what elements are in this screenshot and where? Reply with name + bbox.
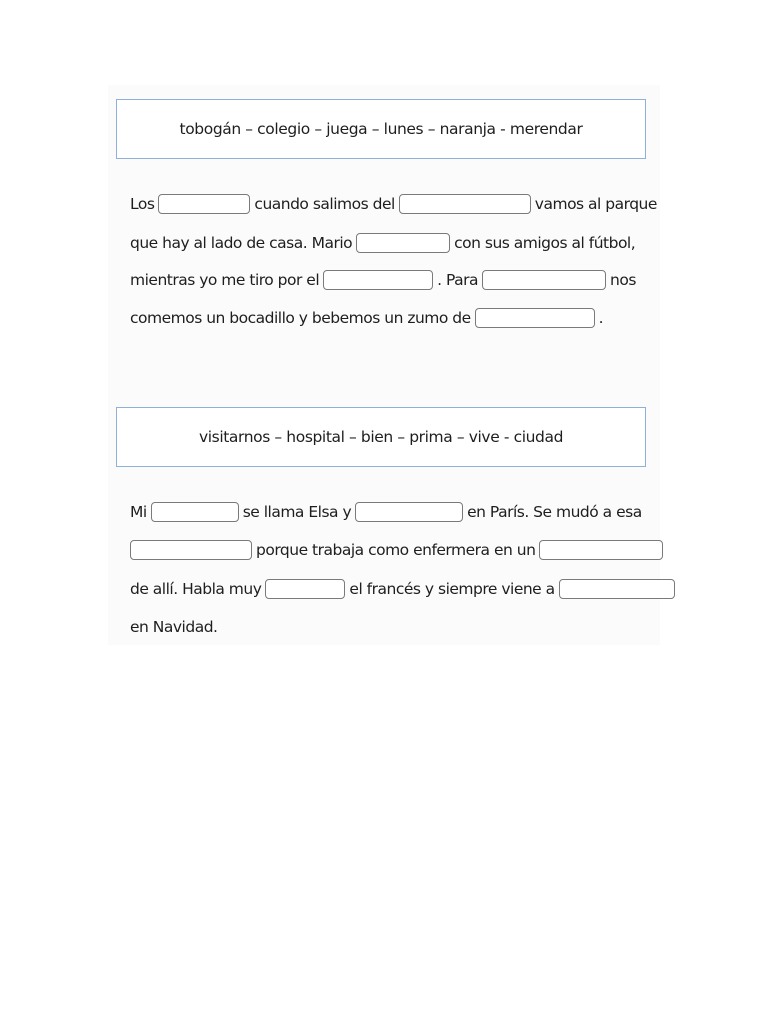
text: cuando salimos del	[254, 195, 395, 213]
blank-input[interactable]	[151, 502, 239, 522]
exercise2-line-3	[130, 576, 675, 602]
blank-input[interactable]	[356, 233, 450, 253]
blank-input[interactable]	[475, 308, 595, 328]
blank-input[interactable]	[399, 194, 531, 214]
text: comemos un bocadillo y bebemos un zumo de	[130, 309, 471, 327]
text: .	[598, 309, 604, 327]
exercise2-line-2	[130, 537, 663, 563]
exercise1-line-1	[130, 191, 657, 217]
blank-input[interactable]	[265, 579, 345, 599]
text: Los	[130, 195, 155, 213]
word-bank-1-text: tobogán – colegio – juega – lunes – naranja - merendar	[179, 120, 583, 138]
text: con sus amigos al fútbol,	[454, 234, 636, 252]
text: porque trabaja como enfermera en un	[256, 541, 536, 559]
text: de allí. Habla muy	[130, 580, 262, 598]
blank-input[interactable]	[130, 540, 252, 560]
exercise1-line-4	[130, 305, 603, 331]
text: que hay al lado de casa. Mario	[130, 234, 353, 252]
exercise1-line-3	[130, 267, 636, 293]
text: nos	[610, 271, 636, 289]
text: . Para	[437, 271, 479, 289]
exercise1-line-2	[130, 230, 635, 256]
text: el francés y siempre viene a	[349, 580, 555, 598]
text: en París. Se mudó a esa	[467, 503, 642, 521]
exercise2-line-1	[130, 499, 642, 525]
word-bank-2-text: visitarnos – hospital – bien – prima – vive - ciudad	[198, 428, 564, 446]
blank-input[interactable]	[539, 540, 663, 560]
blank-input[interactable]	[323, 270, 433, 290]
text: se llama Elsa y	[242, 503, 352, 521]
text: en Navidad.	[130, 618, 218, 636]
text: mientras yo me tiro por el	[130, 271, 320, 289]
word-bank-2	[116, 407, 646, 467]
blank-input[interactable]	[158, 194, 250, 214]
word-bank-1	[116, 99, 646, 159]
blank-input[interactable]	[482, 270, 606, 290]
blank-input[interactable]	[355, 502, 463, 522]
text: vamos al parque	[534, 195, 657, 213]
blank-input[interactable]	[559, 579, 675, 599]
exercise2-line-4	[130, 614, 217, 640]
text: Mi	[130, 503, 147, 521]
